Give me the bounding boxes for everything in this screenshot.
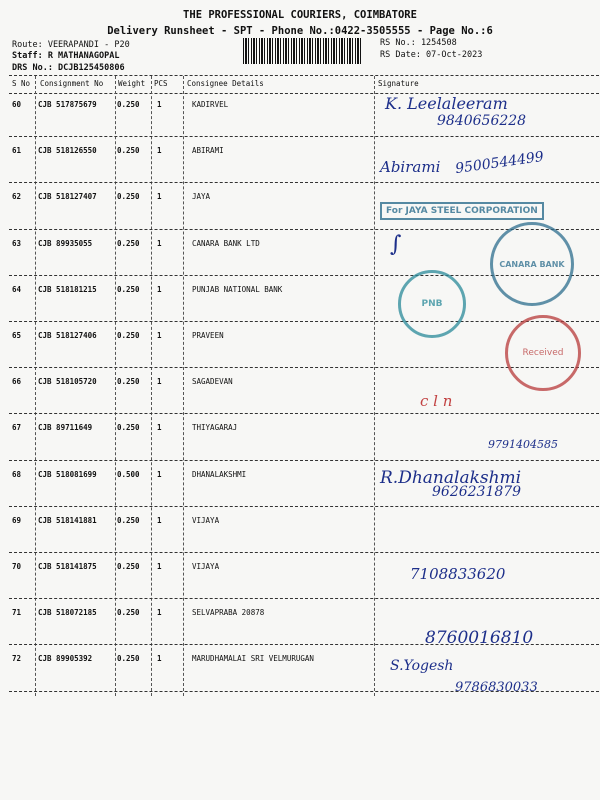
phone-71: 8760016810	[425, 628, 534, 648]
row-pcs: 1	[157, 284, 162, 294]
row-cn: CJB 517875679	[38, 100, 97, 109]
row-cn: CJB 518105720	[38, 377, 97, 387]
row-pcs: 1	[157, 654, 162, 664]
pnb-stamp: PNB	[398, 270, 466, 338]
row-cn: CJB 518126550	[38, 146, 97, 156]
row-weight: 0.250	[117, 377, 140, 387]
col-signature: Signature	[378, 79, 419, 88]
row-consignee: ABIRAMI	[192, 146, 224, 156]
phone-61: 9500544499	[454, 148, 545, 178]
row-rule	[9, 598, 599, 599]
row-pcs: 1	[157, 515, 162, 525]
row-weight: 0.250	[117, 238, 140, 248]
row-cn: CJB 518127407	[38, 192, 97, 202]
phone-70: 7108833620	[410, 565, 506, 583]
col-divider	[374, 76, 375, 696]
col-divider	[151, 76, 152, 696]
row-pcs: 1	[157, 562, 162, 571]
row-pcs: 1	[157, 331, 162, 340]
row-pcs: 1	[157, 100, 162, 109]
row-pcs: 1	[157, 377, 162, 387]
row-cn: CJB 89905392	[38, 654, 93, 664]
row-cn: CJB 518181215	[38, 284, 97, 294]
col-weight: Weight	[118, 79, 146, 88]
row-sno: 68	[12, 469, 22, 479]
row-weight: 0.250	[117, 608, 140, 618]
row-cn: CJB 89711649	[38, 423, 93, 433]
phone-60: 9840656228	[437, 113, 527, 129]
signature-60: K. Leelaleeram	[385, 94, 508, 113]
col-consignment: Consignment No	[40, 79, 104, 88]
row-consignee: SAGADEVAN	[192, 377, 233, 387]
row-cn: CJB 518081699	[38, 469, 97, 479]
row-cn: CJB 518127406	[38, 331, 97, 340]
row-weight: 0.250	[117, 515, 140, 525]
praveen-stamp: Received	[505, 315, 581, 391]
row-consignee: VIJAYA	[192, 562, 220, 571]
row-pcs: 1	[157, 238, 162, 248]
staff-label: Staff: R MATHANAGOPAL	[12, 51, 120, 61]
row-sno: 70	[12, 562, 22, 571]
row-rule	[9, 460, 599, 461]
row-cn: CJB 518141881	[38, 515, 97, 525]
row-weight: 0.250	[117, 192, 140, 202]
row-rule	[9, 321, 599, 322]
row-weight: 0.250	[117, 146, 140, 156]
row-weight: 0.250	[117, 100, 140, 109]
row-cn: CJB 518072185	[38, 608, 97, 618]
signature-61: Abirami	[380, 158, 441, 176]
row-sno: 69	[12, 515, 22, 525]
header-top-rule	[9, 75, 599, 76]
route-label: Route: VEERAPANDI - P20	[12, 40, 130, 50]
row-weight: 0.250	[117, 562, 140, 571]
row-pcs: 1	[157, 423, 162, 433]
row-cn: CJB 89935055	[38, 238, 93, 248]
row-consignee: MARUDHAMALAI SRI VELMURUGAN	[192, 654, 314, 664]
barcode	[243, 38, 363, 64]
rs-date: RS Date: 07-Oct-2023	[380, 50, 483, 60]
rs-number: RS No.: 1254508	[380, 38, 457, 48]
row-weight: 0.250	[117, 331, 140, 340]
signature-63: ∫	[390, 232, 402, 257]
col-divider	[115, 76, 116, 696]
col-divider	[183, 76, 184, 696]
row-consignee: SELVAPRABA 20878	[192, 608, 265, 618]
phone-72: 9786830033	[455, 680, 538, 695]
row-rule	[9, 413, 599, 414]
col-divider	[35, 76, 36, 696]
document-title: THE PROFESSIONAL COURIERS, COIMBATORE	[183, 9, 417, 21]
row-weight: 0.250	[117, 423, 140, 433]
row-sno: 64	[12, 284, 22, 294]
canara-stamp: CANARA BANK	[490, 222, 574, 306]
row-sno: 61	[12, 146, 22, 156]
row-sno: 60	[12, 100, 22, 109]
row-rule	[9, 182, 599, 183]
row-rule	[9, 506, 599, 507]
col-sno: S No	[12, 79, 31, 88]
drs-number: DRS No.: DCJB125450806	[12, 63, 125, 73]
jaya-stamp: For JAYA STEEL CORPORATION	[380, 202, 544, 220]
row-sno: 62	[12, 192, 22, 202]
row-consignee: PRAVEEN	[192, 331, 224, 340]
row-weight: 0.250	[117, 284, 140, 294]
phone-68: 9626231879	[432, 484, 522, 500]
row-consignee: VIJAYA	[192, 515, 220, 525]
row-rule	[9, 136, 599, 137]
row-consignee: THIYAGARAJ	[192, 423, 238, 433]
document-subtitle: Delivery Runsheet - SPT - Phone No.:0422-3505555 - Page No.:6	[107, 25, 493, 37]
row-cn: CJB 518141875	[38, 562, 97, 571]
row-sno: 63	[12, 238, 22, 248]
row-rule	[9, 552, 599, 553]
signature-72: S.Yogesh	[390, 658, 454, 674]
row-sno: 71	[12, 608, 22, 618]
mark-66: c l n	[420, 392, 453, 410]
row-weight: 0.500	[117, 469, 140, 479]
row-consignee: JAYA	[192, 192, 211, 202]
row-sno: 67	[12, 423, 22, 433]
phone-67: 9791404585	[488, 438, 558, 451]
col-pcs: PCS	[154, 79, 168, 88]
header-bottom-rule	[9, 93, 599, 94]
row-sno: 72	[12, 654, 22, 664]
row-sno: 65	[12, 331, 22, 340]
row-pcs: 1	[157, 146, 162, 156]
row-weight: 0.250	[117, 654, 140, 664]
row-pcs: 1	[157, 469, 162, 479]
row-consignee: PUNJAB NATIONAL BANK	[192, 284, 283, 294]
row-pcs: 1	[157, 192, 162, 202]
col-consignee: Consignee Details	[187, 79, 264, 88]
row-consignee: DHANALAKSHMI	[192, 469, 247, 479]
row-sno: 66	[12, 377, 22, 387]
row-pcs: 1	[157, 608, 162, 618]
row-consignee: CANARA BANK LTD	[192, 238, 260, 248]
row-consignee: KADIRVEL	[192, 100, 229, 109]
signature-68: R.Dhanalakshmi	[380, 468, 522, 488]
